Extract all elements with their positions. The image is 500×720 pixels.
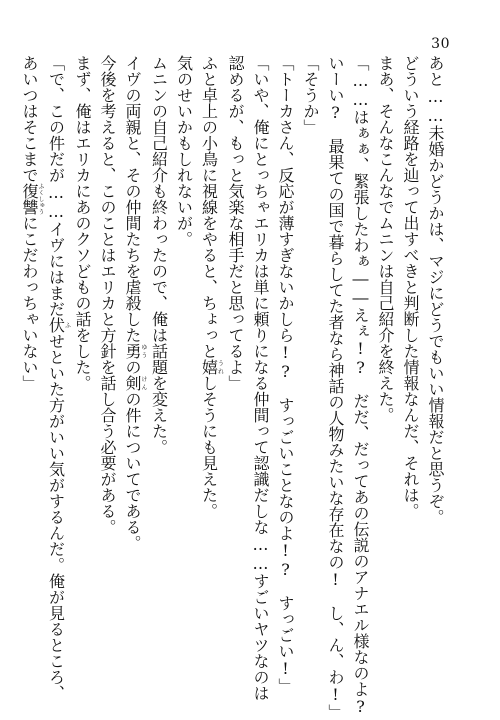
page-number: 30 [431, 36, 450, 52]
text-line: 気のせいかもしれないが。 [174, 55, 194, 247]
text-segment: せといた方がいい気がするんだ。俺が見るところ、 [46, 333, 66, 701]
text-segment: ふと卓上の小鳥に視線をやると、ちょっと [199, 55, 219, 359]
text-line [44, 55, 71, 701]
text-segment: イヴの両親と、その仲間たちを虐殺した [123, 55, 142, 343]
text-line [197, 55, 224, 675]
text-segment: あいつはそこまで [20, 55, 39, 183]
text-segment: 「で、この件だが……イヴにはまだ [46, 55, 66, 317]
text-line: まず、俺はエリカにあのクソどもの話をした。 [73, 55, 92, 391]
text-line: 「いや、俺にとっちゃエリカは単に頼りになる仲間って認識だしな……すごいヤツなのは [251, 55, 270, 701]
text-line: ムニンの自己紹介も終わったので、俺は話題を変えた。 [149, 55, 169, 455]
text-line: 「……はぁぁ、緊張したわぁ――えぇ!? だだ、だってあの伝説のアナエル様なのよ? [351, 55, 370, 716]
ruby-annotation: 勇ゆう [123, 343, 147, 359]
text-line: あと……未婚かどうかは、マジにどうでもいい情報だと思うぞ。 [426, 55, 445, 525]
ruby-annotation: 嬉うれ [199, 359, 224, 375]
text-segment: しそうにも見えた。 [199, 375, 219, 519]
ruby-annotation: 剣けん [123, 375, 147, 391]
text-line [17, 55, 44, 675]
text-line: 「トーカさん、反応が薄すぎないかしら!? すっごいことなのよ!? すっごい!」 [276, 55, 295, 694]
text-line [120, 55, 147, 675]
text-line: 認めるが、もっと気楽な相手だと思ってるよ」 [226, 55, 245, 391]
text-line: まあ、そんなこんなでムニンは自己紹介を終えた。 [376, 55, 395, 423]
text-line: 今後を考えると、このことはエリカと方針を話し合う必要がある。 [98, 55, 117, 535]
text-segment: の件についてである。 [123, 391, 142, 551]
text-line: どういう経路を辿って出すべきと判断した情報なんだ、それは。 [401, 55, 420, 519]
ruby-annotation: 伏ふ [46, 317, 71, 333]
text-line: 「そうか」 [301, 55, 320, 135]
text-segment: にこだわっちゃいない」 [20, 215, 39, 391]
text-line: いーい? 最果ての国で暮らしてた者なら神話の人物みたいな存在なの! し、ん、わ!」 [326, 55, 345, 720]
body-text [20, 55, 448, 720]
text-segment: の [123, 359, 142, 375]
ruby-annotation: 復讐ふくしゅう [20, 183, 44, 215]
